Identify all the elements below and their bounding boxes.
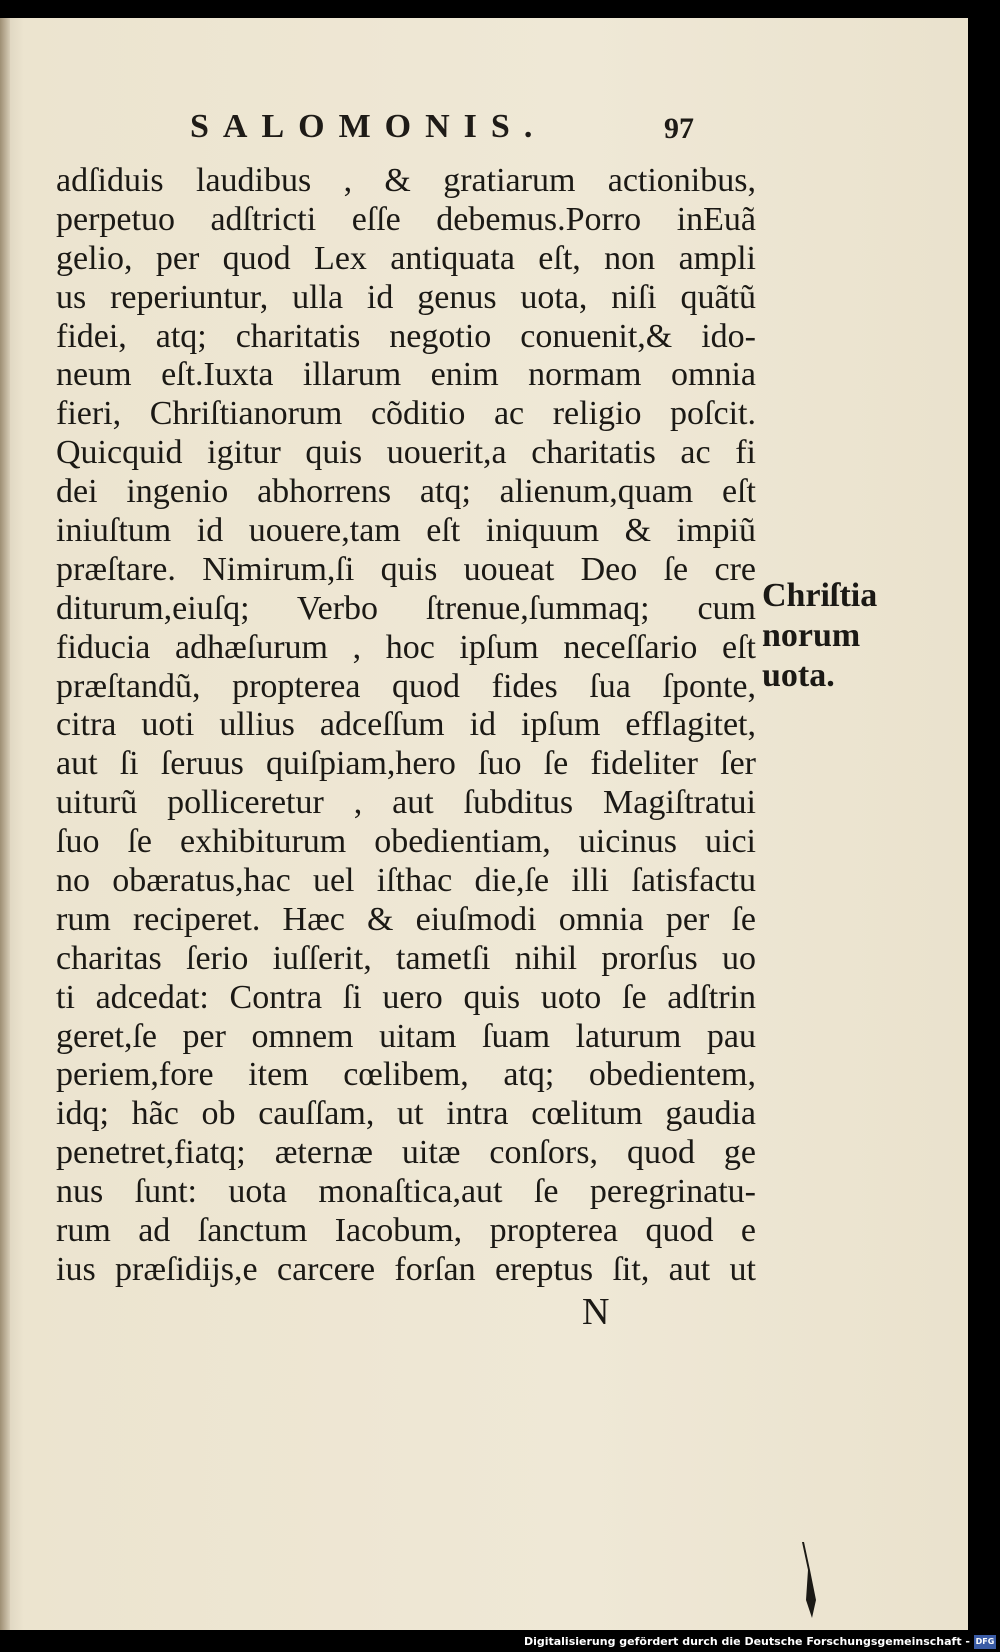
text-line: gelio, per quod Lex antiquata eſt, non ampli (56, 239, 756, 277)
text-line: dei ingenio abhorrens atq; alienum,quam eſt (56, 473, 756, 511)
text-line: uiturũ polliceretur , aut ſubditus Magiſtratui (56, 784, 756, 822)
footer-bar (0, 1630, 1000, 1652)
text-line: præſtare. Nimirum,ſi quis uoueat Deo ſe cre (56, 550, 756, 588)
body-text (56, 162, 756, 1290)
text-line: periem,fore item cœlibem, atq; obedientem, (56, 1056, 756, 1094)
page-gutter-shadow (0, 18, 10, 1638)
footer-credit: Digitalisierung gefördert durch die Deutsche Forschungsgemeinschaft - (523, 1635, 970, 1648)
page-number: 97 (664, 112, 694, 145)
margin-note-line: Chriſtia (762, 577, 878, 614)
text-line: rum ad ſanctum Iacobum, propterea quod e (56, 1212, 756, 1250)
margin-note-line: norum (762, 617, 861, 654)
text-line: Quicquid igitur quis uouerit,a charitatis ac fi (56, 434, 756, 472)
text-line: idq; hãc ob cauſſam, ut intra cœlitum gaudia (56, 1095, 756, 1133)
text-line: rum reciperet. Hæc & eiuſmodi omnia per ſe (56, 900, 756, 938)
text-line: præſtandũ, propterea quod fides ſua ſponte, (56, 667, 756, 705)
text-line: ti adcedat: Contra ſi uero quis uoto ſe adſtrin (56, 978, 756, 1016)
text-line: perpetuo adſtricti eſſe debemus.Porro inEuã (56, 200, 756, 238)
text-line: fieri, Chriſtianorum cõditio ac religio poſcit. (56, 395, 756, 433)
running-head: SALOMONIS. (190, 108, 547, 145)
text-line: fiducia adhæſurum , hoc ipſum neceſſario eſt (56, 628, 756, 666)
text-line: neum eſt.Iuxta illarum enim normam omnia (56, 356, 756, 394)
text-line: citra uoti ullius adceſſum id ipſum efflagitet, (56, 706, 756, 744)
text-line: nus ſunt: uota monaſtica,aut ſe peregrinatu- (56, 1173, 756, 1211)
text-line: diturum,eiuſq; Verbo ſtrenue,ſummaq; cum (56, 589, 756, 627)
text-line: aut ſi ſeruus quiſpiam,hero ſuo ſe fideliter ſer (56, 745, 756, 783)
text-line: ius præſidijs,e carcere forſan ereptus ſit, aut ut (56, 1250, 756, 1288)
text-line: geret,ſe per omnem uitam ſuam laturum pau (56, 1017, 756, 1055)
signature-mark: N (582, 1291, 610, 1333)
margin-note (762, 576, 902, 696)
margin-note-line: uota. (762, 657, 835, 694)
text-line: charitas ſerio iuſſerit, tametſi nihil prorſus uo (56, 939, 756, 977)
text-line: iniuſtum id uouere,tam eſt iniquum & impiũ (56, 512, 756, 550)
ink-smudge-icon (798, 1540, 820, 1620)
text-line: ſuo ſe exhibiturum obedientiam, uicinus uici (56, 823, 756, 861)
text-line: penetret,fiatq; æternæ uitæ conſors, quod ge (56, 1134, 756, 1172)
text-line: adſiduis laudibus , & gratiarum actionibus, (56, 162, 756, 199)
text-line: no obæratus,hac uel iſthac die,ſe illi ſatisfactu (56, 862, 756, 900)
page-header (190, 108, 750, 148)
text-line: fidei, atq; charitatis negotio conuenit,& ido- (56, 317, 756, 355)
dfg-logo-icon: DFG (974, 1635, 996, 1649)
text-line: us reperiuntur, ulla id genus uota, niſi quãtũ (56, 278, 756, 316)
